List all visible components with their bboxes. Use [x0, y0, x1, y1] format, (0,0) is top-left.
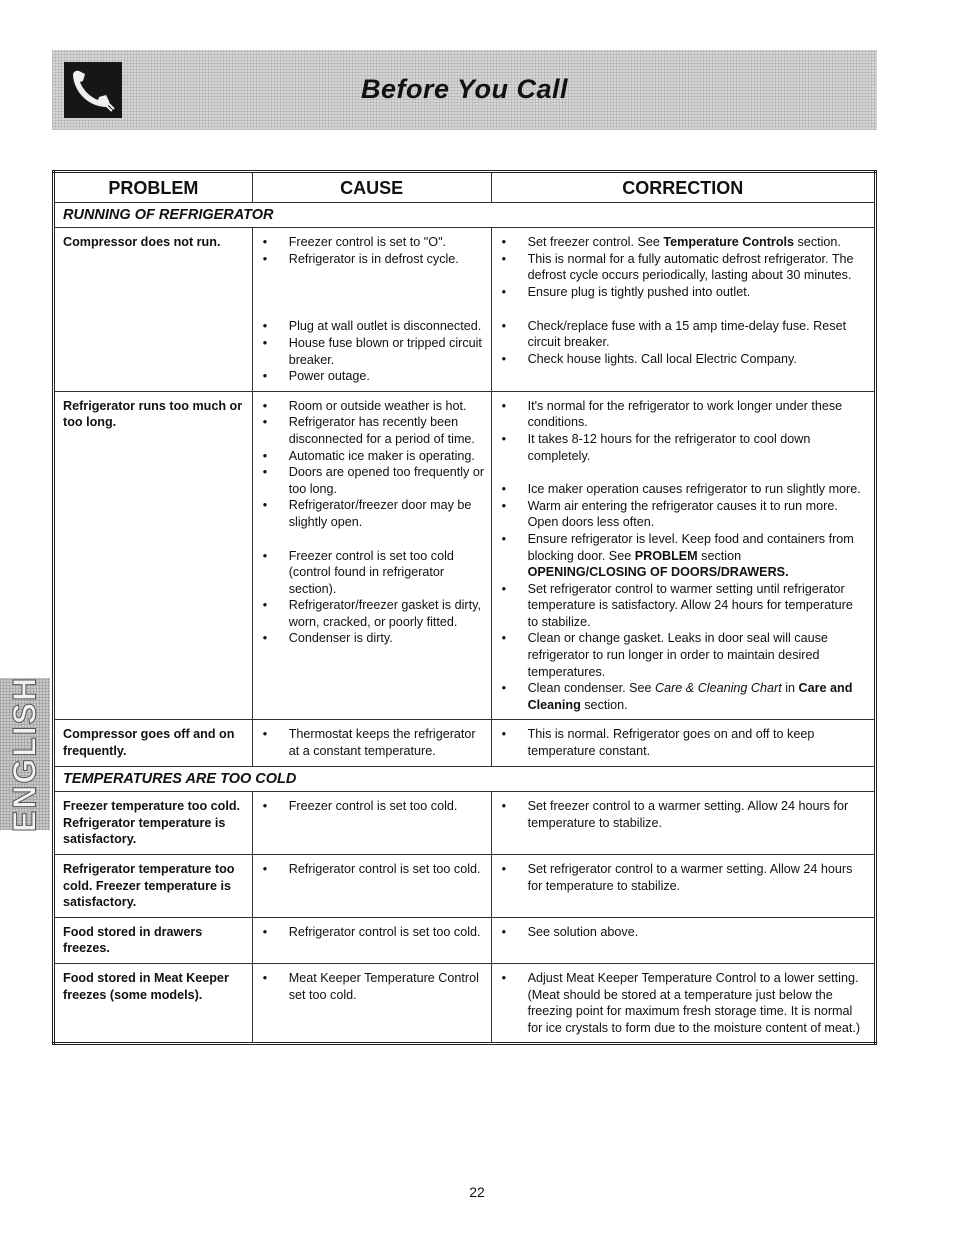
cause-cell: [252, 720, 491, 766]
cause-cell: [252, 855, 491, 918]
language-tab-label: ENGLISH: [6, 675, 43, 833]
list-item: • Ensure plug is tightly pushed into outlet.: [500, 284, 866, 301]
header-problem: PROBLEM: [54, 172, 253, 203]
list-item: • Set refrigerator control to warmer setting until refrigerator temperature is satisfactory. Allow 24 hours for temperature to stabilize.: [500, 581, 866, 631]
list-item: • It takes 8-12 hours for the refrigerator to cool down completely.: [500, 431, 866, 464]
section-title: RUNNING OF REFRIGERATOR: [54, 202, 876, 228]
cause-cell: [252, 391, 491, 720]
list-item: • Refrigerator/freezer gasket is dirty, worn, cracked, or poorly fitted.: [261, 597, 485, 630]
list-item: • Clean condenser. See Care & Cleaning Chart in Care and Cleaning section.: [500, 680, 866, 713]
list-item: • Freezer control is set too cold (control found in refrigerator section).: [261, 548, 485, 598]
list-item: • Ensure refrigerator is level. Keep food and containers from blocking door. See PROBLEM section OPENING/CLOSING OF DOORS/DRAWERS.: [500, 531, 866, 581]
problem-cell: Compressor does not run.: [54, 228, 253, 392]
list-item: • Refrigerator has recently been disconnected for a period of time.: [261, 414, 485, 447]
list-item: • Freezer control is set to "O".: [261, 234, 485, 251]
correction-cell: [491, 855, 875, 918]
page-title: Before You Call: [360, 74, 569, 104]
correction-cell: [491, 228, 875, 392]
list-item: • Refrigerator/freezer door may be slightly open.: [261, 497, 485, 530]
list-item: • Thermostat keeps the refrigerator at a constant temperature.: [261, 726, 485, 759]
list-item: • Check/replace fuse with a 15 amp time-delay fuse. Reset circuit breaker.: [500, 318, 866, 351]
section-row: [54, 766, 876, 792]
section-row: [54, 202, 876, 228]
list-item: • Freezer control is set too cold.: [261, 798, 485, 815]
list-item: • Refrigerator is in defrost cycle.: [261, 251, 485, 268]
table-header-row: [54, 172, 876, 203]
list-item: • It's normal for the refrigerator to work longer under these conditions.: [500, 398, 866, 431]
correction-cell: [491, 963, 875, 1043]
list-item: • Doors are opened too frequently or too long.: [261, 464, 485, 497]
problem-cell: Refrigerator temperature too cold. Freezer temperature is satisfactory.: [54, 855, 253, 918]
list-item: • Clean or change gasket. Leaks in door seal will cause refrigerator to run longer in order to maintain desired temperatures.: [500, 630, 866, 680]
list-item: • Condenser is dirty.: [261, 630, 485, 647]
list-item: • Refrigerator control is set too cold.: [261, 861, 485, 878]
page-number: 22: [469, 1184, 485, 1200]
problem-cell: Food stored in Meat Keeper freezes (some models).: [54, 963, 253, 1043]
section-title: TEMPERATURES ARE TOO COLD: [54, 766, 876, 792]
header-correction: CORRECTION: [491, 172, 875, 203]
correction-cell: [491, 917, 875, 963]
correction-cell: [491, 720, 875, 766]
list-item: • Set freezer control to a warmer setting. Allow 24 hours for temperature to stabilize.: [500, 798, 866, 831]
troubleshooting-table: [52, 170, 877, 1045]
table-row: [54, 391, 876, 720]
problem-cell: Refrigerator runs too much or too long.: [54, 391, 253, 720]
table-row: [54, 855, 876, 918]
list-item: • Automatic ice maker is operating.: [261, 448, 485, 465]
language-tab: [0, 675, 50, 833]
problem-cell: Compressor goes off and on frequently.: [54, 720, 253, 766]
list-item: • House fuse blown or tripped circuit breaker.: [261, 335, 485, 368]
table-row: [54, 963, 876, 1043]
list-item: • Adjust Meat Keeper Temperature Control to a lower setting. (Meat should be stored at a temperature just below the freezing point for maximum fresh storage time. It is normal for ice crystals to form due to the moisture content of meat.): [500, 970, 866, 1036]
cause-cell: [252, 917, 491, 963]
cause-cell: [252, 228, 491, 392]
cause-cell: [252, 963, 491, 1043]
list-item: • Power outage.: [261, 368, 485, 385]
table-row: [54, 917, 876, 963]
list-item: • Room or outside weather is hot.: [261, 398, 485, 415]
list-item: • Set freezer control. See Temperature Controls section.: [500, 234, 866, 251]
list-item: • Plug at wall outlet is disconnected.: [261, 318, 485, 335]
list-item: • This is normal for a fully automatic defrost refrigerator. The defrost cycle occurs periodically, lasting about 30 minutes.: [500, 251, 866, 284]
list-item: • See solution above.: [500, 924, 866, 941]
table-row: [54, 792, 876, 855]
list-item: • Ice maker operation causes refrigerator to run slightly more.: [500, 481, 866, 498]
header-cause: CAUSE: [252, 172, 491, 203]
list-item: • Meat Keeper Temperature Control set too cold.: [261, 970, 485, 1003]
problem-cell: Food stored in drawers freezes.: [54, 917, 253, 963]
correction-cell: [491, 391, 875, 720]
list-item: • Set refrigerator control to a warmer setting. Allow 24 hours for temperature to stabilize.: [500, 861, 866, 894]
table-row: [54, 228, 876, 392]
list-item: • Check house lights. Call local Electric Company.: [500, 351, 866, 368]
correction-cell: [491, 792, 875, 855]
list-item: • Refrigerator control is set too cold.: [261, 924, 485, 941]
list-item: • This is normal. Refrigerator goes on and off to keep temperature constant.: [500, 726, 866, 759]
cause-cell: [252, 792, 491, 855]
header-banner: [52, 50, 877, 130]
problem-cell: Freezer temperature too cold. Refrigerator temperature is satisfactory.: [54, 792, 253, 855]
list-item: • Warm air entering the refrigerator causes it to run more. Open doors less often.: [500, 498, 866, 531]
table-row: [54, 720, 876, 766]
